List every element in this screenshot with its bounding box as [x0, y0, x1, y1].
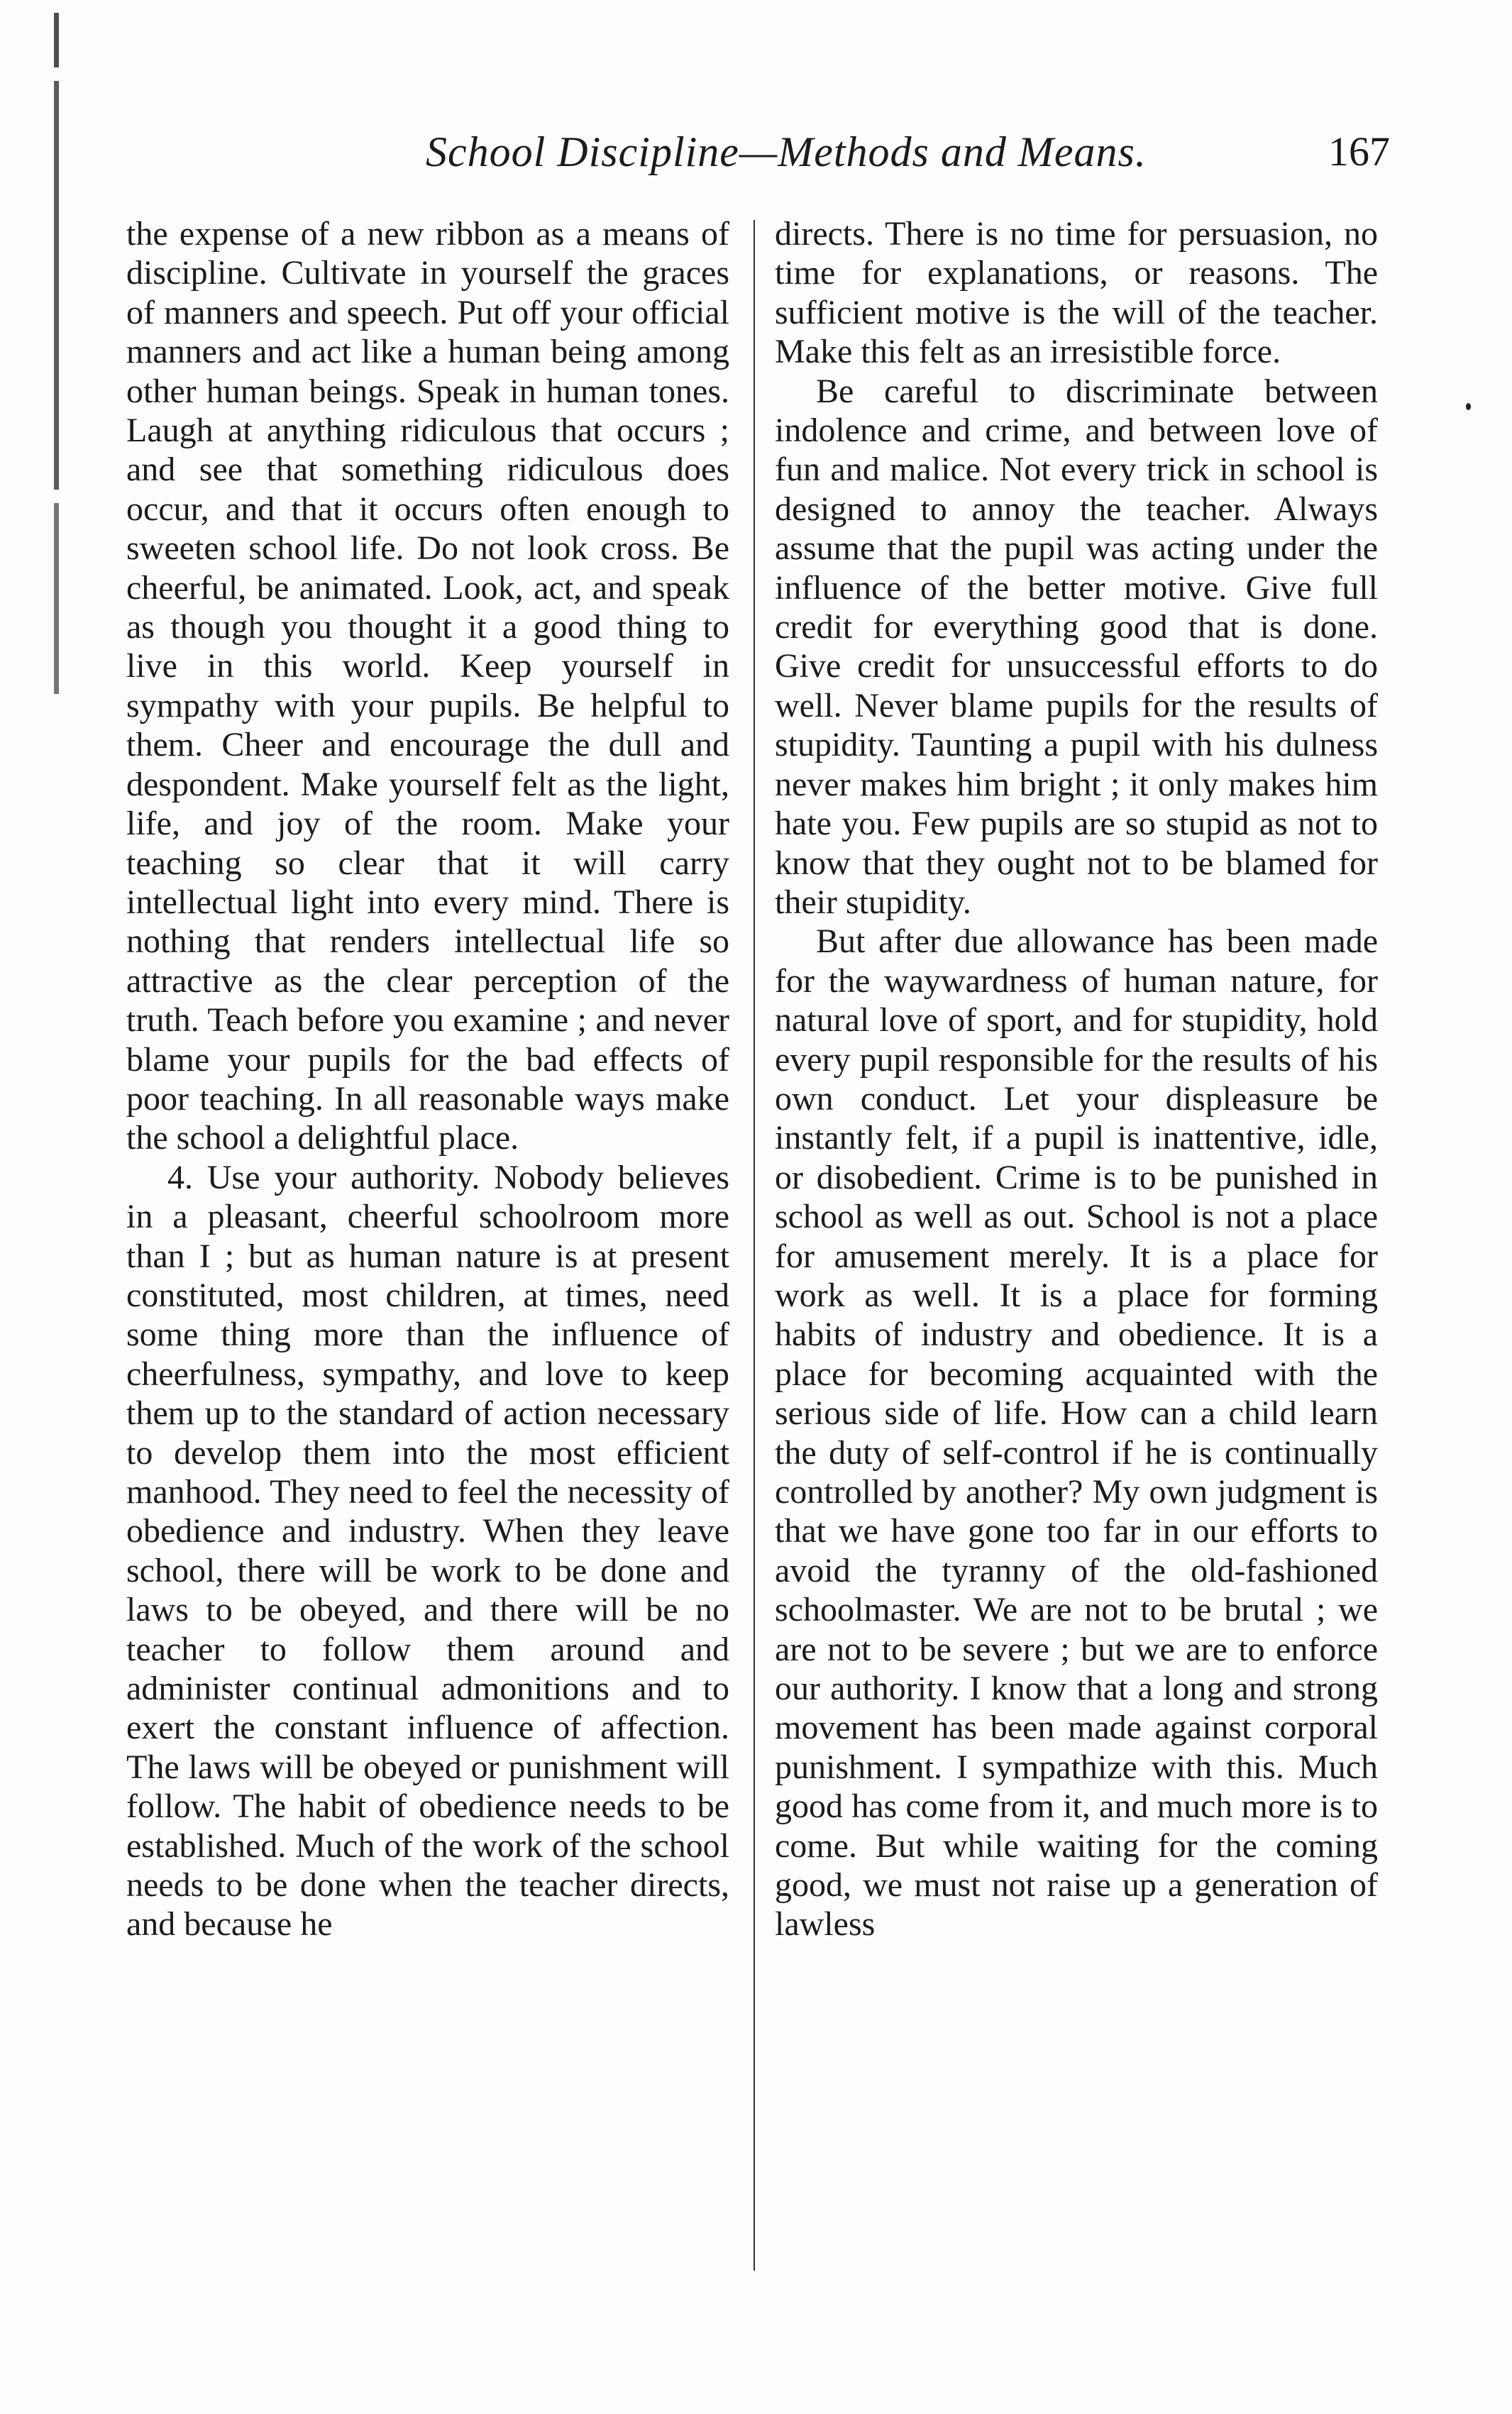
binding-edge-mark — [54, 13, 59, 694]
page-number: 167 — [1328, 128, 1390, 175]
column-divider — [754, 220, 755, 2271]
right-paragraph-2: Be careful to discriminate between indolence and crime, and between love of fun and malice. Not every trick in school is designed to annoy the teacher. Always assume that the pupil was acting under the influence of the better motive. Give full credit for everything good that is done. Give credit for unsuccessful efforts to do well. Never blame pupils for the results of stupidity. Taunting a pupil with his dulness never makes him bright ; it only makes him hate you. Few pupils are so stupid as not to know that they ought not to be blamed for their stupidity. — [775, 372, 1378, 921]
right-paragraph-1: directs. There is no time for persuasion, no time for explanations, or reasons. The sufficient motive is the will of the teacher. Make this felt as an irresistible force. — [775, 215, 1378, 371]
left-paragraph-2: 4. Use your authority. Nobody believes in a pleasant, cheerful schoolroom more than I ; but as human nature is at present constituted, most children, at times, need some thing more than the influence of cheerfulness, sympathy, and love to keep them up to the standard of action necessary to develop them into the most efficient manhood. They need to feel the necessity of obedience and industry. When they leave school, there will be work to be done and laws to be obeyed, and there will be no teacher to follow them around and administer continual admonitions and to exert the constant influence of affection. The laws will be obeyed or punishment will follow. The habit of obedience needs to be established. Much of the work of the school needs to be done when the teacher directs, and because he — [126, 1158, 729, 1944]
ink-speck — [1466, 403, 1471, 410]
right-paragraph-3: But after due allowance has been made for the waywardness of human nature, for natural love of sport, and for stupidity, hold every pupil responsible for the results of his own conduct. Let your displeasure be instantly felt, if a pupil is inattentive, idle, or disobedient. Crime is to be punished in school as well as out. School is not a place for amusement merely. It is a place for work as well. It is a place for forming habits of industry and obedience. It is a place for becoming acquainted with the serious side of life. How can a child learn the duty of self-control if he is continually controlled by another? My own judgment is that we have gone too far in our efforts to avoid the tyranny of the old-fashioned schoolmaster. We are not to be brutal ; we are not to be severe ; but we are to enforce our authority. I know that a long and strong movement has been made against corporal punishment. I sympathize with this. Much good has come from it, and much more is to come. But while waiting for the coming good, we must not raise up a generation of lawless — [775, 922, 1378, 1944]
left-paragraph-1: the expense of a new ribbon as a means of discipline. Cultivate in yourself the graces of manners and speech. Put off your official manners and act like a human being among other human beings. Speak in human tones. Laugh at anything ridiculous that occurs ; and see that something ridiculous does occur, and that it occurs often enough to sweeten school life. Do not look cross. Be cheerful, be animated. Look, act, and speak as though you thought it a good thing to live in this world. Keep yourself in sympathy with your pupils. Be helpful to them. Cheer and encourage the dull and despondent. Make yourself felt as the light, life, and joy of the room. Make your teaching so clear that it will carry intellectual light into every mind. There is nothing that renders intellectual life so attractive as the clear perception of the truth. Teach before you examine ; and never blame your pupils for the bad effects of poor teaching. In all reasonable ways make the school a delightful place. — [126, 215, 729, 1157]
left-column — [126, 214, 729, 1944]
page-header — [0, 128, 1512, 192]
right-column — [775, 214, 1378, 1944]
running-title: School Discipline—Methods and Means. — [426, 128, 1147, 175]
